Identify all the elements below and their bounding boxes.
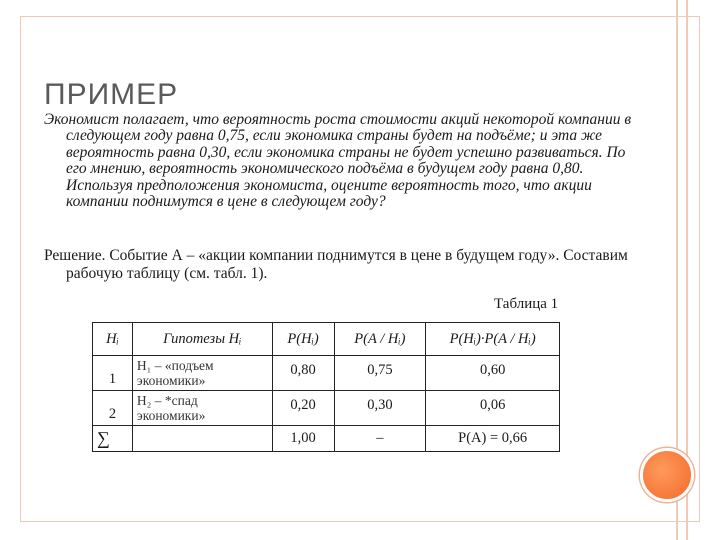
product-cell: 0,06 — [426, 391, 560, 426]
header-cell: Гипотезы Hᵢ — [132, 323, 272, 356]
slide-title: ПРИМЕР — [44, 78, 179, 111]
header-cell: P(A / Hᵢ) — [334, 323, 426, 356]
hypothesis-cell: H₁ – «подъем экономики» — [132, 356, 272, 391]
solution-statement — [44, 247, 634, 283]
empty-cell — [132, 426, 272, 452]
total-p-a-h: – — [334, 426, 426, 452]
row-index: 1 — [93, 356, 133, 391]
header-cell: P(Hᵢ)·P(A / Hᵢ) — [426, 323, 560, 356]
total-probability: P(A) = 0,66 — [426, 426, 560, 452]
table-total-row — [93, 426, 560, 452]
table-row — [93, 356, 560, 391]
total-p-h: 1,00 — [272, 426, 334, 452]
problem-text: Экономист полагает, что вероятность роста стоимости акций некоторой компании в следующем году равна 0,75, если экономика страны будет на подъёме; и эта же вероятность равна 0,30, если экономика страны не будет успешно развиваться. По его мнению, вероятность экономического подъёма в будущем году равна 0,80. Используя предположения экономиста, оцените вероятность того, что акции компании поднимутся в цене в следующем году? — [44, 111, 632, 211]
table-header-row — [93, 323, 560, 356]
hypothesis-cell: H₂ – *спад экономики» — [132, 391, 272, 426]
decorative-circle-icon — [640, 448, 694, 502]
row-index: 2 — [93, 391, 133, 426]
p-a-h-cell: 0,30 — [334, 391, 426, 426]
product-cell: 0,60 — [426, 356, 560, 391]
sum-symbol: ∑ — [93, 426, 133, 452]
working-table — [92, 322, 560, 452]
table-caption: Таблица 1 — [494, 296, 559, 312]
problem-statement — [44, 112, 634, 210]
p-a-h-cell: 0,75 — [334, 356, 426, 391]
header-cell: P(Hᵢ) — [272, 323, 334, 356]
header-cell: Hᵢ — [93, 323, 133, 356]
solution-text: Решение. Событие А – «акции компании поднимутся в цене в будущем году». Составим рабочую таблицу (см. табл. 1). — [44, 247, 628, 282]
p-h-cell: 0,80 — [272, 356, 334, 391]
p-h-cell: 0,20 — [272, 391, 334, 426]
table-row — [93, 391, 560, 426]
